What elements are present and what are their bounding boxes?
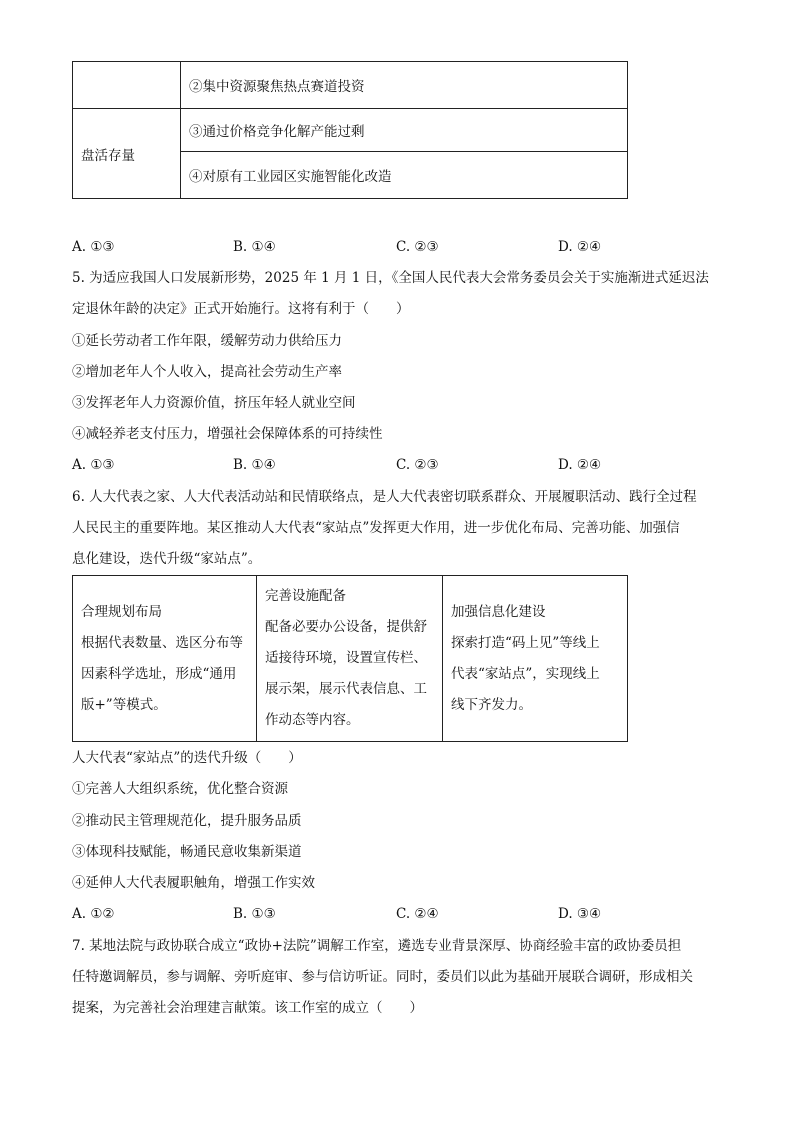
- measure-3-line2: 代表“家站点”，实现线上: [451, 665, 600, 682]
- q5-option-d[interactable]: D. ②④: [558, 457, 602, 473]
- q5-option-a[interactable]: A. ①③: [72, 457, 115, 473]
- measure-cell-1: [73, 576, 257, 742]
- q5-stem-line1: 5. 为适应我国人口发展新形势，2025 年 1 月 1 日，《全国人民代表大会常务委员会关于实施渐进式延迟法: [72, 270, 709, 286]
- table-cell: [181, 109, 628, 152]
- q6-stem-line3: 息化建设，迭代升级“家站点”。: [72, 551, 262, 567]
- q6-item-2: ②推动民主管理规范化，提升服务品质: [72, 813, 302, 829]
- table-row-label-text: 盘活存量: [81, 147, 135, 164]
- measure-2-title: 完善设施配备: [265, 588, 346, 604]
- measure-cell-2: [257, 576, 443, 742]
- measure-cell-3: [443, 576, 628, 742]
- q4-option-d[interactable]: D. ②④: [558, 239, 602, 255]
- measure-1-line3: 版+”等模式。: [81, 696, 167, 713]
- q6-item-3: ③体现科技赋能，畅通民意收集新渠道: [72, 844, 302, 860]
- q7-stem-line3: 提案，为完善社会治理建言献策。该工作室的成立（ ）: [72, 1000, 423, 1016]
- q5-item-2: ②增加老年人个人收入，提高社会劳动生产率: [72, 364, 342, 380]
- q5-option-b[interactable]: B. ①④: [233, 457, 276, 473]
- q4-option-a[interactable]: A. ①③: [72, 239, 115, 255]
- q4-option-c[interactable]: C. ②③: [396, 239, 439, 255]
- table-cell-text: ④对原有工业园区实施智能化改造: [189, 169, 392, 185]
- q5-item-1: ①延长劳动者工作年限，缓解劳动力供给压力: [72, 333, 342, 349]
- q6-option-a[interactable]: A. ①②: [72, 906, 115, 922]
- q6-item-4: ④延伸人大代表履职触角，增强工作实效: [72, 875, 315, 891]
- q6-option-b[interactable]: B. ①③: [233, 906, 276, 922]
- q6-stem-line1: 6. 人大代表之家、人大代表活动站和民情联络点，是人大代表密切联系群众、开展履职活动、践行全过程: [72, 489, 697, 505]
- measure-2-line1: 配备必要办公设备，提供舒: [265, 619, 427, 635]
- q5-option-c[interactable]: C. ②③: [396, 457, 439, 473]
- measure-2-line2: 适接待环境，设置宣传栏、: [265, 650, 427, 666]
- q6-item-1: ①完善人大组织系统，优化整合资源: [72, 781, 288, 797]
- table-cell: [181, 62, 628, 109]
- q6-stem-line2: 人民民主的重要阵地。某区推动人大代表“家站点”发挥更大作用，进一步优化布局、完善功能、加强信: [72, 520, 680, 536]
- q6-option-c[interactable]: C. ②④: [396, 906, 439, 922]
- measure-1-title: 合理规划布局: [81, 603, 162, 620]
- q7-stem-line1: 7. 某地法院与政协联合成立“政协+法院”调解工作室，遴选专业背景深厚、协商经验丰富的政协委员担: [72, 938, 682, 954]
- q6-question: 人大代表“家站点”的迭代升级（ ）: [72, 750, 302, 766]
- measure-3-title: 加强信息化建设: [451, 603, 546, 620]
- table-row-label: [73, 109, 181, 199]
- table-cell: [181, 152, 628, 199]
- q5-stem-line2: 定退休年龄的决定》正式开始施行。这将有利于（ ）: [72, 301, 410, 317]
- measure-2-line4: 作动态等内容。: [265, 712, 360, 728]
- continuation-table: [72, 61, 628, 199]
- q7-stem-line2: 任特邀调解员，参与调解、旁听庭审、参与信访听证。同时，委员们以此为基础开展联合调研，形成相关: [72, 969, 693, 985]
- q6-option-d[interactable]: D. ③④: [558, 906, 602, 922]
- measure-3-line1: 探索打造“码上见”等线上: [451, 634, 600, 651]
- measure-2-line3: 展示架，展示代表信息、工: [265, 681, 427, 697]
- measure-1-line1: 根据代表数量、选区分布等: [81, 634, 243, 651]
- measure-3-line3: 线下齐发力。: [451, 696, 532, 713]
- table-cell-text: ②集中资源聚焦热点赛道投资: [189, 79, 365, 95]
- q4-option-b[interactable]: B. ①④: [233, 239, 276, 255]
- measure-1-line2: 因素科学选址，形成“通用: [81, 665, 237, 682]
- q5-item-3: ③发挥老年人力资源价值，挤压年轻人就业空间: [72, 395, 356, 411]
- table-cell-empty: [73, 62, 181, 109]
- q5-item-4: ④减轻养老支付压力，增强社会保障体系的可持续性: [72, 426, 383, 442]
- table-cell-text: ③通过价格竞争化解产能过剩: [189, 124, 365, 140]
- measures-table: [72, 575, 628, 742]
